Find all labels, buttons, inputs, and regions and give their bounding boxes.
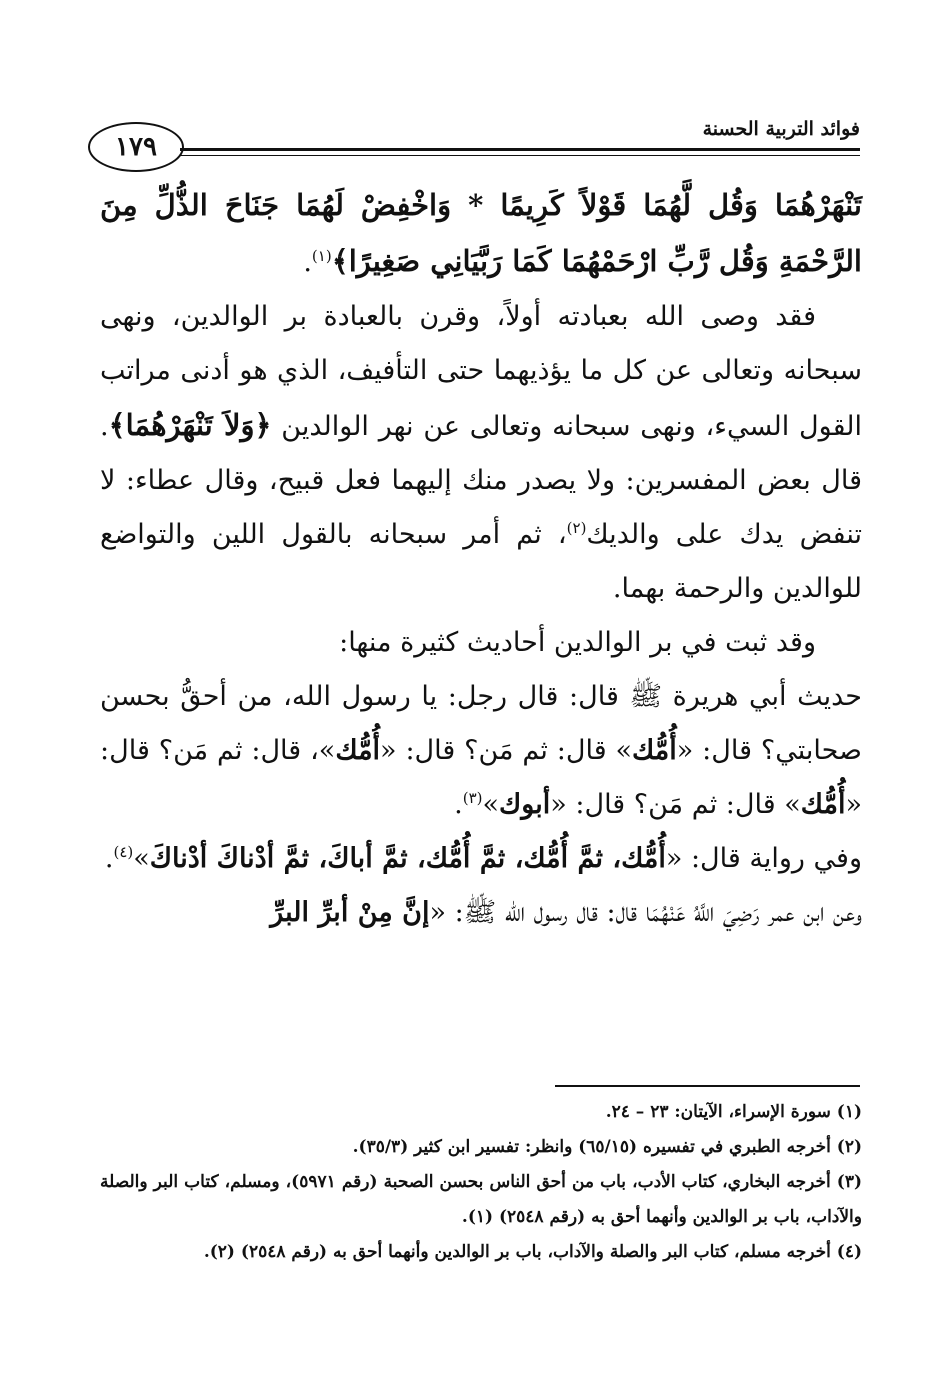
paragraph-1-part-a: فقد وصى الله بعبادته أولاً، وقرن بالعبادة بر الوالدين، ونهى سبحانه وتعالى عن كل ما يؤذيهما حتى التأفيف، الذي هو أدنى مراتب القول السيء، ونهى سبحانه وتعالى عن نهر الوالدين bbox=[100, 301, 862, 442]
footnote-1: (١) سورة الإسراء، الآيتان: ٢٣ – ٢٤. bbox=[605, 1102, 862, 1122]
hadith-1-part-a: حديث أبي هريرة ﷺ قال: قال رجل: يا رسول الله، من أحقُّ بحسن صحابتي؟ قال: « bbox=[100, 681, 862, 766]
hadith-2-part-b: » bbox=[133, 843, 150, 874]
verse-close-bracket: ﴾ bbox=[331, 244, 349, 278]
footnotes bbox=[100, 1095, 862, 1270]
hadith-1-ummuk-2: أُمُّك bbox=[335, 735, 381, 766]
verse-block: تَنْهَرْهُمَا وَقُل لَّهُمَا قَوْلاً كَرِيمًا * وَاخْفِضْ لَهُمَا جَنَاحَ الذُّلِّ مِنَ الرَّحْمَةِ وَقُل رَّبِّ ارْحَمْهُمَا كَمَا رَبَّيَانِي صَغِيرًا﴾$^{(١)}$. bbox=[100, 188, 862, 278]
hadith-1-abuk: أبوك bbox=[499, 789, 551, 820]
hadith-2-bold: أُمُّك، ثمَّ أُمُّك، ثمَّ أُمُّك، ثمَّ أباكَ، ثمَّ أدْناكَ أدْناكَ bbox=[149, 843, 666, 874]
footnote-separator bbox=[555, 1085, 860, 1087]
footnote-3: (٣) أخرجه البخاري، كتاب الأدب، باب من أحق الناس بحسن الصحبة (رقم ٥٩٧١)، ومسلم، كتاب البر والصلة والآداب، باب بر الوالدين وأنهما أحق به (رقم ٢٥٤٨) (١). bbox=[100, 1172, 863, 1227]
page-number: ١٧٩ bbox=[115, 132, 157, 162]
hadith-1-part-b: » قال: ثم مَن؟ قال: « bbox=[380, 735, 633, 766]
footnote-ref-2: (٢) bbox=[566, 519, 587, 537]
paragraph-2: وقد ثبت في بر الوالدين أحاديث كثيرة منها: bbox=[339, 627, 816, 658]
running-title: فوائد التربية الحسنة bbox=[702, 118, 860, 140]
footnote-2: (٢) أخرجه الطبري في تفسيره (٦٥/١٥) وانظر: تفسير ابن كثير (٣٥/٣). bbox=[352, 1137, 862, 1157]
hadith-1-part-d: » قال: ثم مَن؟ قال: « bbox=[550, 789, 801, 820]
paragraph-5 bbox=[100, 886, 862, 940]
page-header bbox=[88, 112, 860, 184]
footnote-4: (٤) أخرجه مسلم، كتاب البر والصلة والآداب، باب بر الوالدين وأنهما أحق به (رقم ٢٥٤٨) (٢). bbox=[203, 1242, 862, 1262]
main-text bbox=[100, 178, 862, 940]
quran-verse-2: ﴿وَلاَ تَنْهَرْهُمَا﴾ bbox=[108, 408, 272, 442]
hadith-1-part-c: »، قال: ثم مَن؟ قال: « bbox=[100, 735, 862, 820]
hadith-1-ummuk-1: أُمُّك bbox=[632, 735, 677, 766]
hadith-3-bold: إنَّ مِنْ أبرِّ البرِّ bbox=[270, 897, 430, 928]
footnote-ref-1: (١) bbox=[311, 247, 332, 265]
paragraph-4 bbox=[100, 832, 862, 886]
hadith-1-part-e: » bbox=[482, 789, 500, 820]
page-number-oval bbox=[88, 122, 184, 172]
hadith-1-end: . bbox=[454, 789, 463, 820]
footnote-ref-3: (٣) bbox=[462, 789, 483, 807]
quran-verse-1: تَنْهَرْهُمَا وَقُل لَّهُمَا قَوْلاً كَرِيمًا * وَاخْفِضْ لَهُمَا جَنَاحَ الذُّلِّ مِنَ الرَّحْمَةِ وَقُل رَّبِّ ارْحَمْهُمَا كَمَا رَبَّيَانِي صَغِيرًا bbox=[100, 188, 862, 278]
paragraph-1 bbox=[100, 290, 862, 616]
hadith-2-end: . bbox=[104, 843, 114, 874]
paragraph-1-part-b: . قال بعض المفسرين: ولا يصدر منك إليهما فعل قبيح، وقال عطاء: لا تنفض يدك على والديك bbox=[100, 411, 862, 550]
hadith-2-part-a: وفي رواية قال: « bbox=[665, 843, 862, 874]
footnote-ref-4: (٤) bbox=[113, 843, 134, 861]
paragraph-1-part-c: ، ثم أمر سبحانه بالقول اللين والتواضع للوالدين والرحمة بهما. bbox=[100, 519, 862, 604]
paragraph-3 bbox=[100, 670, 862, 832]
hadith-1-ummuk-3: أُمُّك bbox=[800, 789, 846, 820]
header-rule-thick bbox=[180, 148, 860, 151]
header-rule-thin bbox=[180, 155, 860, 156]
hadith-3-part-a: وعن ابن عمر رَضِيَ اللَّهُ عَنْهُمَا قال: قال رسول الله ﷺ: « bbox=[429, 897, 862, 928]
